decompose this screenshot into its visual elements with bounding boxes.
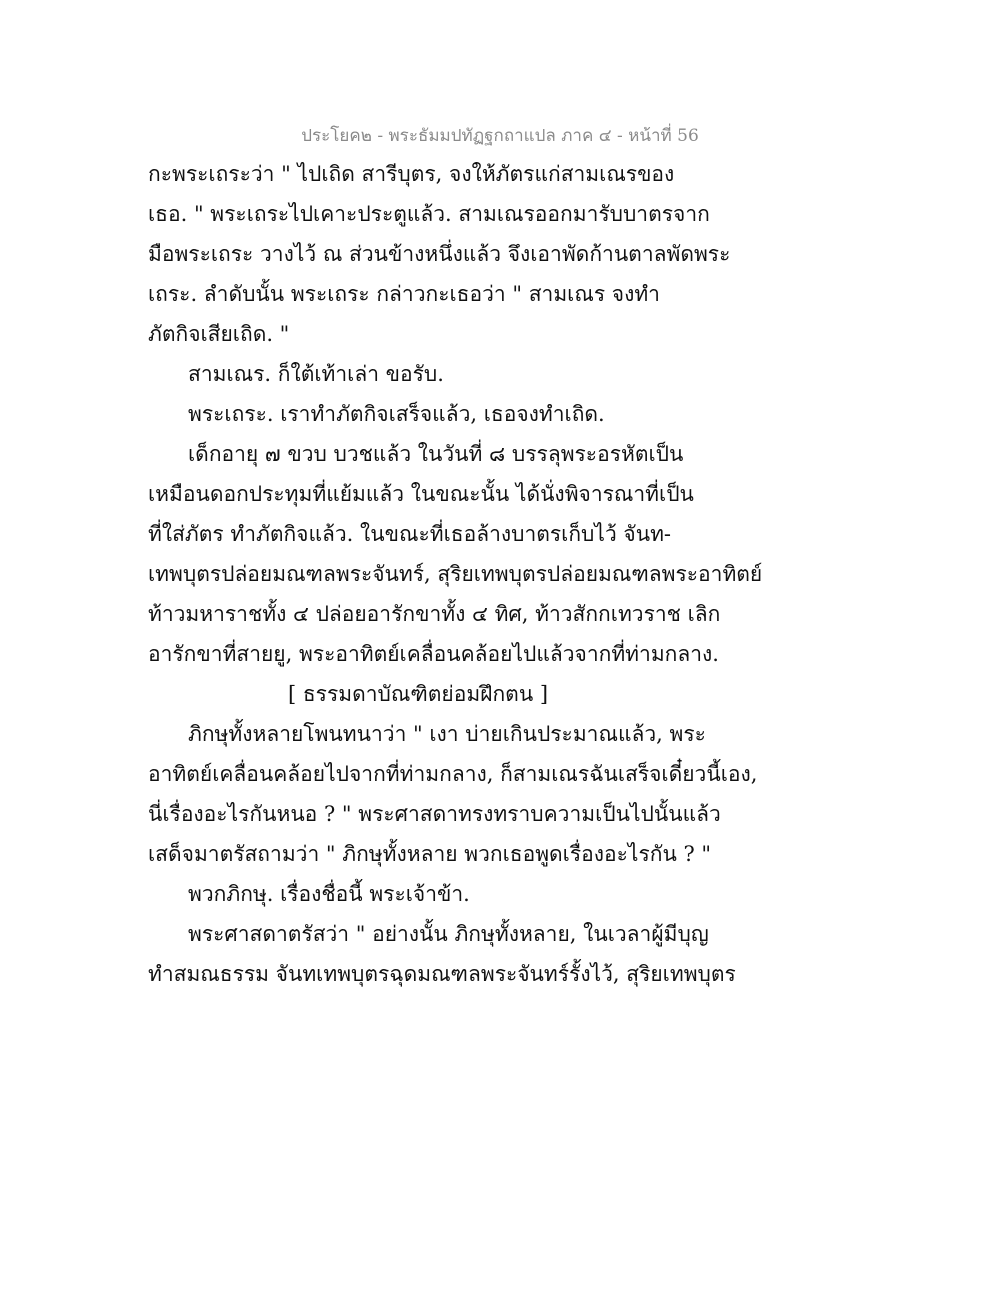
text-line: กะพระเถระว่า " ไปเถิด สารีบุตร, จงให้ภัตรแก่สามเณรของ — [148, 162, 675, 186]
text-line: อารักขาที่สายยู, พระอาทิตย์เคลื่อนคล้อยไปแล้วจากที่ท่ามกลาง. — [148, 642, 719, 666]
running-header — [0, 122, 1000, 149]
text-line: เถระ. ลำดับนั้น พระเถระ กล่าวกะเธอว่า " สามเณร จงทำ — [148, 282, 660, 306]
text-line: ท้าวมหาราชทั้ง ๔ ปล่อยอารักขาทั้ง ๔ ทิศ, ท้าวสักกเทวราช เลิก — [148, 602, 721, 626]
text-line: ภัตกิจเสียเถิด. " — [148, 322, 290, 346]
running-title: ประโยค๒ - พระธัมมปทัฏฐกถาแปล ภาค ๔ - หน้าที่ 56 — [301, 126, 699, 146]
body-text — [148, 158, 868, 998]
paragraph-start: พระศาสดาตรัสว่า " อย่างนั้น ภิกษุทั้งหลาย, ในเวลาผู้มีบุญ — [188, 922, 709, 946]
dialogue-line: สามเณร. ก็ใต้เท้าเล่า ขอรับ. — [188, 362, 444, 386]
dialogue-line: พวกภิกษุ. เรื่องชื่อนี้ พระเจ้าข้า. — [188, 882, 470, 906]
text-line: เทพบุตรปล่อยมณฑลพระจันทร์, สุริยเทพบุตรปล่อยมณฑลพระอาทิตย์ — [148, 562, 763, 586]
paragraph-start: เด็กอายุ ๗ ขวบ บวชแล้ว ในวันที่ ๘ บรรลุพระอรหัตเป็น — [188, 442, 684, 466]
text-line: อาทิตย์เคลื่อนคล้อยไปจากที่ท่ามกลาง, ก็สามเณรฉันเสร็จเดี๋ยวนี้เอง, — [148, 762, 758, 786]
text-line: มือพระเถระ วางไว้ ณ ส่วนข้างหนึ่งแล้ว จึงเอาพัดก้านตาลพัดพระ — [148, 242, 731, 266]
text-line: เธอ. " พระเถระไปเคาะประตูแล้ว. สามเณรออกมารับบาตรจาก — [148, 202, 710, 226]
text-line: ที่ใส่ภัตร ทำภัตกิจแล้ว. ในขณะที่เธอล้างบาตรเก็บไว้ จันท- — [148, 522, 672, 546]
section-heading: [ ธรรมดาบัณฑิตย่อมฝึกตน ] — [288, 682, 549, 706]
text-line: เหมือนดอกประทุมที่แย้มแล้ว ในขณะนั้น ได้นั่งพิจารณาที่เป็น — [148, 482, 694, 506]
text-line: นี่เรื่องอะไรกันหนอ ? " พระศาสดาทรงทราบความเป็นไปนั้นแล้ว — [148, 802, 721, 826]
text-line: ทำสมณธรรม จันทเทพบุตรฉุดมณฑลพระจันทร์รั้งไว้, สุริยเทพบุตร — [148, 962, 736, 986]
paragraph-start: ภิกษุทั้งหลายโพนทนาว่า " เงา บ่ายเกินประมาณแล้ว, พระ — [188, 722, 706, 746]
text-line: เสด็จมาตรัสถามว่า " ภิกษุทั้งหลาย พวกเธอพูดเรื่องอะไรกัน ? " — [148, 842, 712, 866]
dialogue-line: พระเถระ. เราทำภัตกิจเสร็จแล้ว, เธอจงทำเถิด. — [188, 402, 605, 426]
